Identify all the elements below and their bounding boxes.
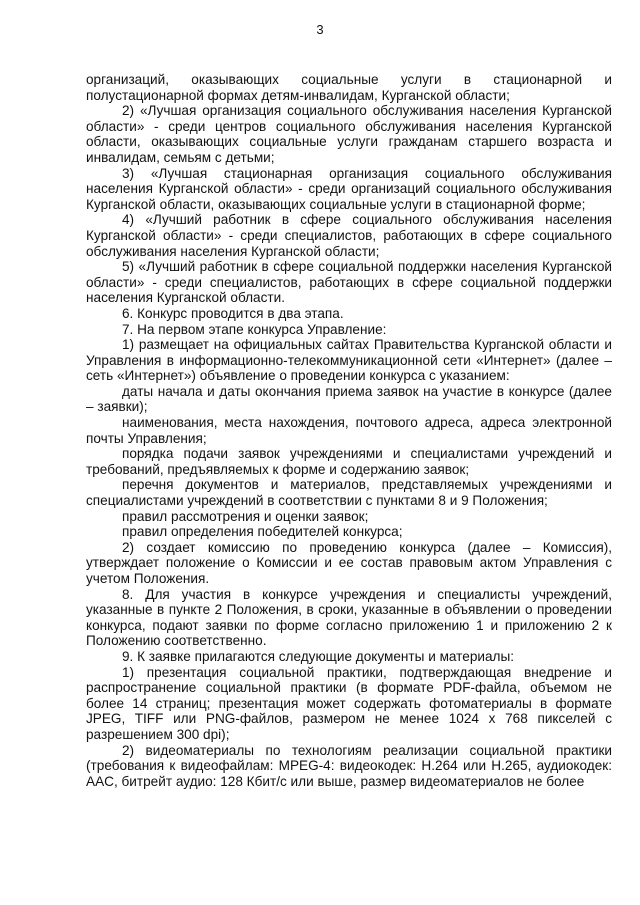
paragraph: правил определения победителей конкурса; [122,524,403,540]
paragraph: 7. На первом этапе конкурса Управление: [122,321,387,337]
paragraph: 2) видеоматериалы по технологиям реализации социальной практики (требования к видеофайлам: MPEG-4: видеокодек: H.264 или H.265, аудиокодек: AAC, битрейт аудио: 128 Кбит/с или выше, размер видеоматериалов не более [86,742,612,789]
paragraph: 1) размещает на официальных сайтах Правительства Курганской области и Управления в информационно-телекоммуникационной сети «Интернет» (далее – сеть «Интернет») объявление о проведении конкурса с указанием: [86,337,612,384]
page-number: 3 [316,22,324,37]
paragraph: наименования, места нахождения, почтового адреса, адреса электронной почты Управления; [86,415,612,446]
paragraph: перечня документов и материалов, представляемых учреждениями и специалистами учреждений в соответствии с пунктами 8 и 9 Положения; [86,477,612,509]
paragraph: 2) создает комиссию по проведению конкурса (далее – Комиссия), утверждает положение о Комиссии и ее состав правовым актом Управления с учетом Положения. [86,539,612,586]
paragraph: 9. К заявке прилагаются следующие документы и материалы: [122,648,515,664]
paragraph: правил рассмотрения и оценки заявок; [122,508,369,524]
paragraph: 1) презентация социальной практики, подтверждающая внедрение и распространение социальной практики (в формате PDF-файла, объемом не более 14 страниц; презентация может содержать фотоматериалы в формате JPEG, TIFF или PNG-файлов, размером не менее 1024 х 768 пикселей с разрешением 300 dpi); [86,664,612,742]
paragraph: 8. Для участия в конкурсе учреждения и специалисты учреждений, указанные в пункте 2 Положения, в сроки, указанные в объявлении о проведении конкурса, подают заявки по форме согласно приложению 1 и приложению 2 к Положению соответственно. [86,586,612,649]
paragraph: 4) «Лучший работник в сфере социального обслуживания населения Курганской области» - среди специалистов, работающих в сфере социального обслуживания населения Курганской области; [86,212,612,259]
document-body [86,72,612,789]
paragraph: порядка подачи заявок учреждениями и специалистами учреждений и требований, предъявляемых к форме и содержанию заявок; [86,446,612,477]
paragraph: 5) «Лучший работник в сфере социальной поддержки населения Курганской области» - среди специалистов, работающих в сфере социальной поддержки населения Курганской области. [86,259,612,306]
paragraph: организаций, оказывающих социальные услуги в стационарной и полустационарной формах детям-инвалидам, Курганской области; [86,72,612,103]
paragraph: даты начала и даты окончания приема заявок на участие в конкурсе (далее – заявки); [86,383,612,415]
paragraph: 2) «Лучшая организация социального обслуживания населения Курганской области» - среди центров социального обслуживания населения Курганской области, оказывающих социальные услуги гражданам старшего возраста и инвалидам, семьям с детьми; [86,103,612,165]
paragraph: 6. Конкурс проводится в два этапа. [122,305,344,321]
paragraph: 3) «Лучшая стационарная организация социального обслуживания населения Курганской области» - среди организаций социального обслуживания Курганской области, оказывающих социальные услуги в стационарной форме; [86,165,612,212]
